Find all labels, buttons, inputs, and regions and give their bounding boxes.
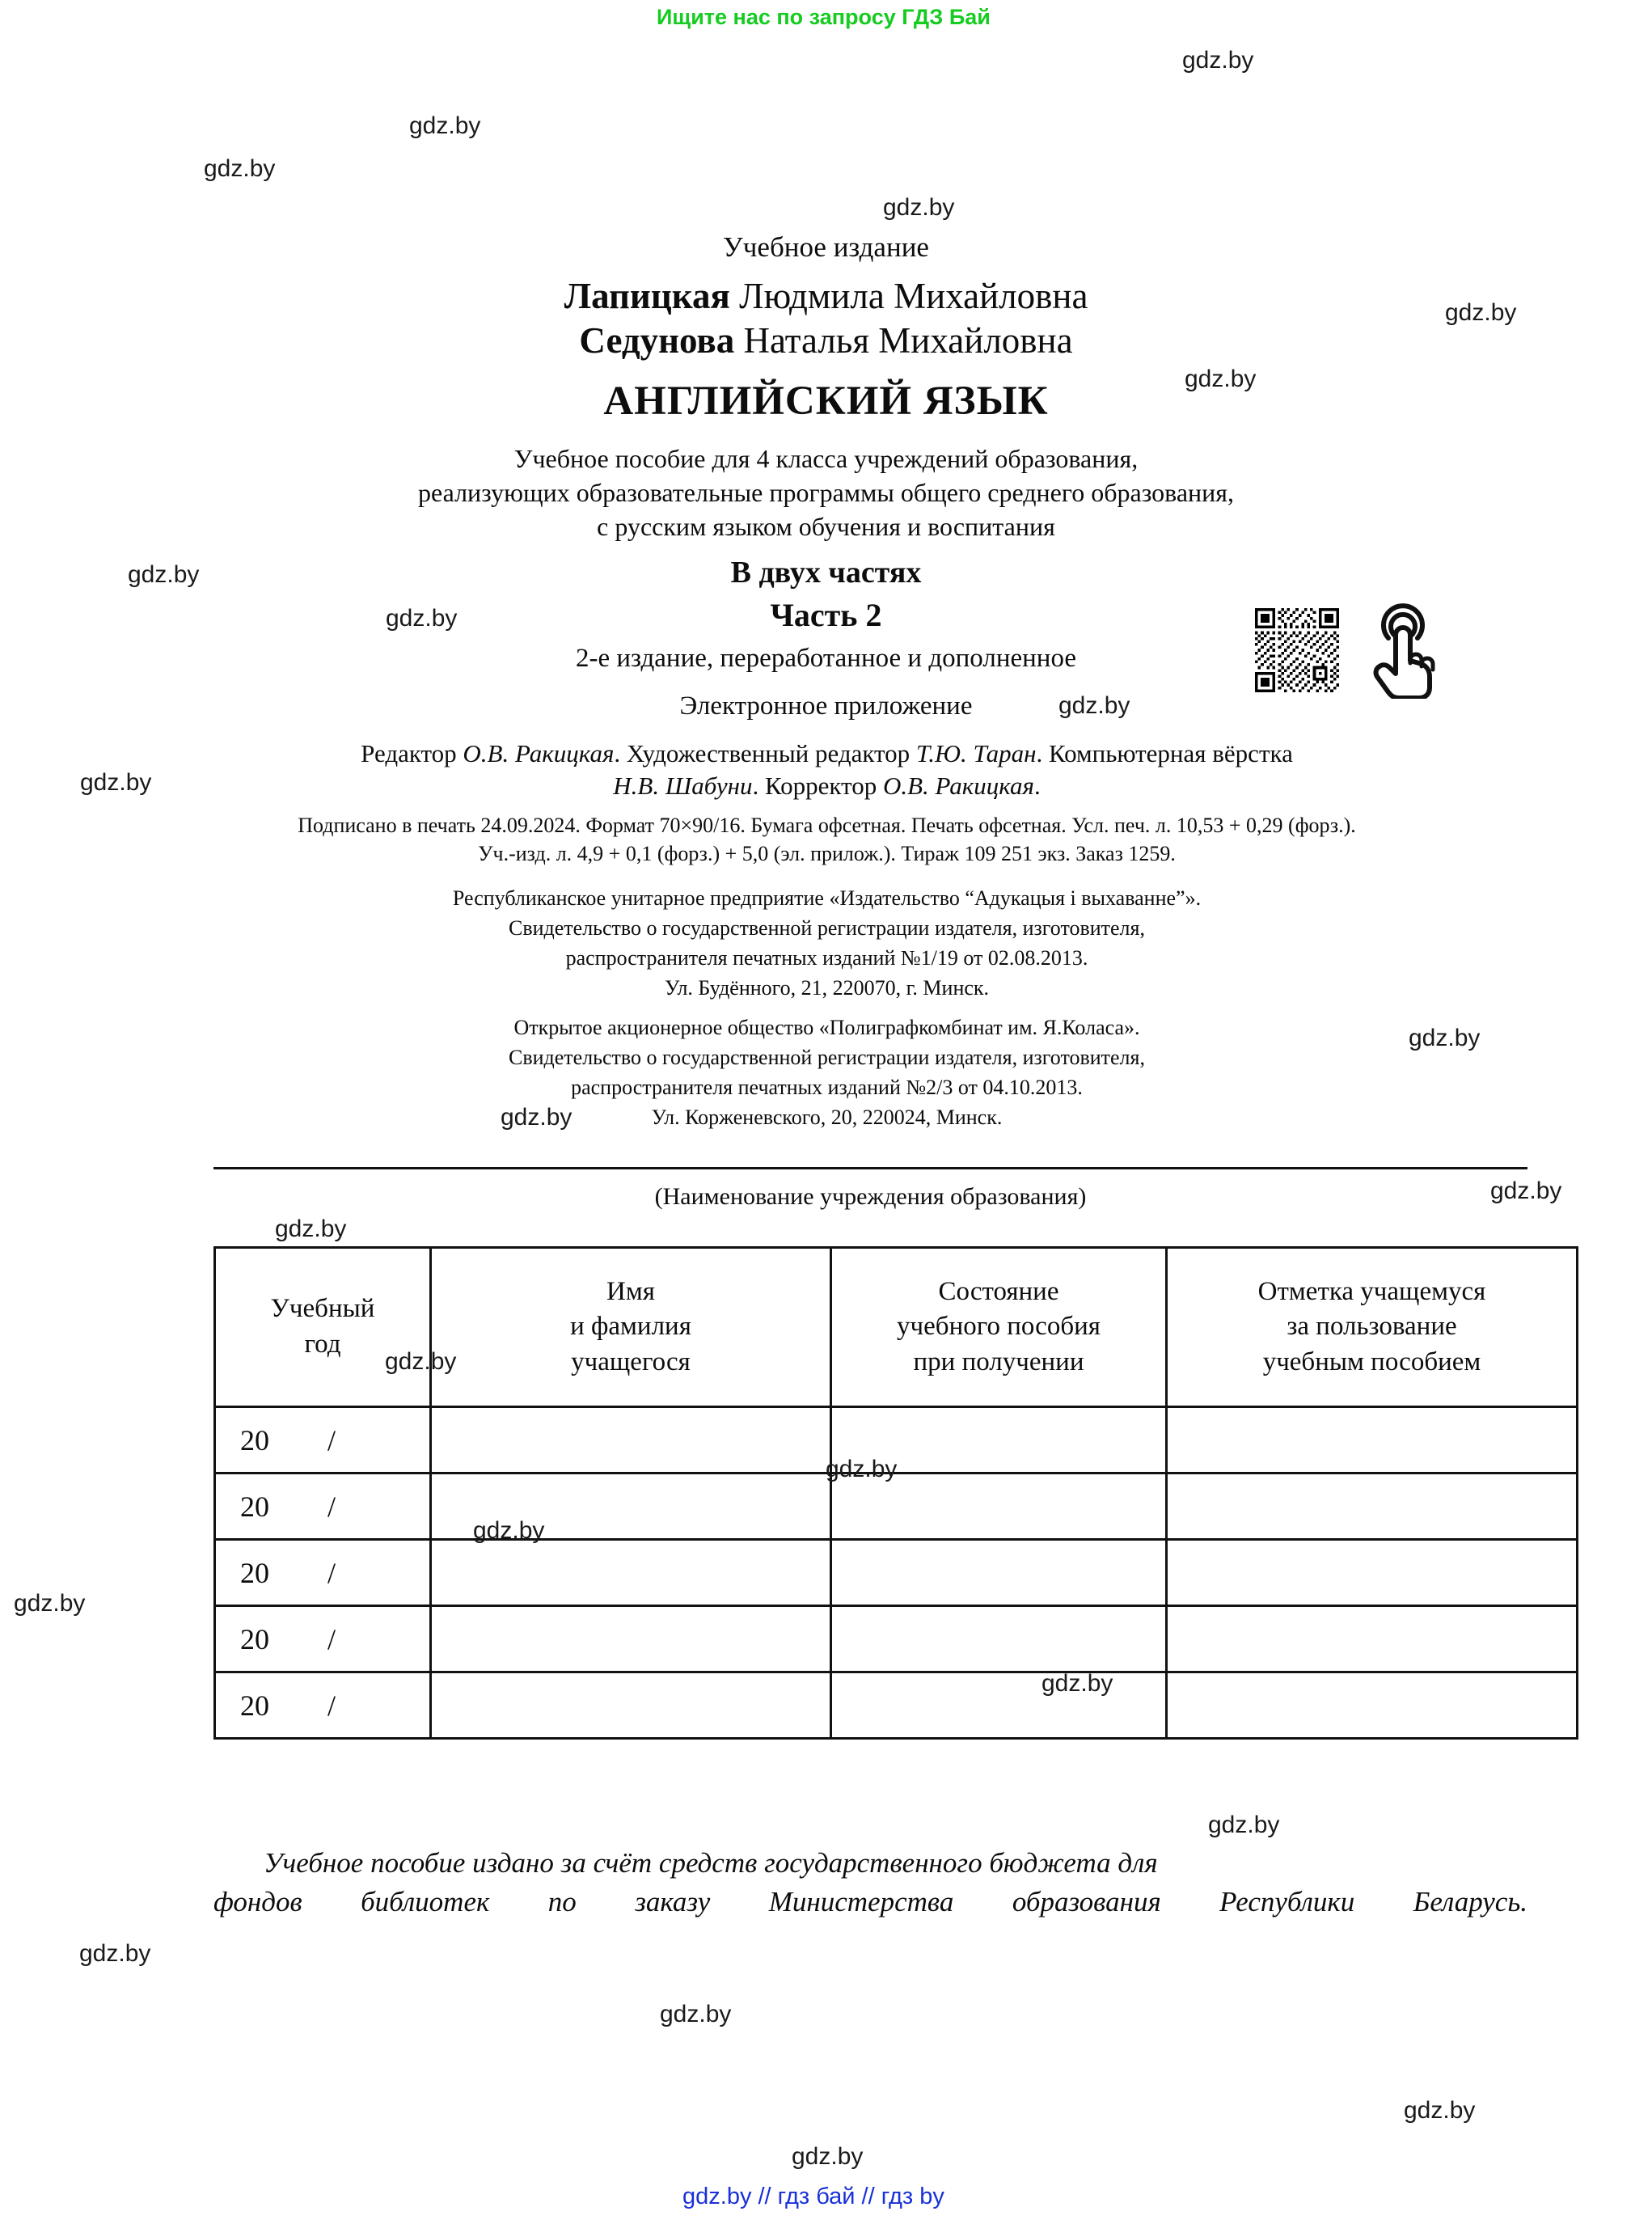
cell-state[interactable] bbox=[831, 1672, 1167, 1739]
watermark-gdz: gdz.by bbox=[1182, 47, 1254, 74]
watermark-gdz: gdz.by bbox=[386, 605, 458, 632]
printer-address: Ул. Корженевского, 20, 220024, Минск. bbox=[651, 1105, 1003, 1129]
electronic-app-icons bbox=[1255, 608, 1441, 697]
credits-layout-label: . Компьютерная вёрстка bbox=[1036, 739, 1293, 767]
qr-code-icon[interactable] bbox=[1255, 608, 1339, 692]
watermark-gdz: gdz.by bbox=[473, 1517, 545, 1544]
credits-line-1 bbox=[206, 738, 1447, 770]
author-one-given: Людмила Михайловна bbox=[739, 276, 1088, 316]
cell-state[interactable] bbox=[831, 1407, 1167, 1474]
author-two-space bbox=[734, 320, 743, 361]
table-body bbox=[215, 1407, 1578, 1739]
printer-block bbox=[206, 1013, 1447, 1133]
column-header-mark: Отметка учащемуся за пользование учебным пособием bbox=[1167, 1248, 1578, 1407]
electronic-app-label: Электронное приложение bbox=[679, 691, 973, 721]
publisher-cert-line-1: Свидетельство о государственной регистрации издателя, изготовителя, bbox=[508, 915, 1145, 940]
budget-footnote bbox=[213, 1844, 1527, 1960]
watermark-gdz: gdz.by bbox=[883, 194, 955, 221]
credits-layout-name: Н.В. Шабуни bbox=[613, 771, 753, 800]
cell-year[interactable]: 20 / bbox=[215, 1672, 431, 1739]
author-one-surname: Лапицкая bbox=[564, 276, 730, 316]
cell-name[interactable] bbox=[431, 1540, 831, 1606]
credits-editor-name: О.В. Ракицкая bbox=[463, 739, 615, 767]
author-one-rest bbox=[730, 276, 739, 316]
cell-mark[interactable] bbox=[1167, 1606, 1578, 1672]
watermark-gdz: gdz.by bbox=[826, 1456, 898, 1482]
publisher-name: Республиканское унитарное предприятие «Издательство “Адукацыя і выхаванне”». bbox=[452, 886, 1202, 910]
cell-state[interactable] bbox=[831, 1540, 1167, 1606]
printer-cert-line-1: Свидетельство о государственной регистрации издателя, изготовителя, bbox=[508, 1045, 1145, 1069]
credits-proofreader-label: . Корректор bbox=[752, 771, 883, 800]
watermark-gdz: gdz.by bbox=[501, 1104, 572, 1131]
promo-banner-text: Ищите нас по запросу ГДЗ Бай bbox=[657, 5, 991, 29]
table-header bbox=[215, 1248, 1578, 1407]
cell-mark[interactable] bbox=[1167, 1672, 1578, 1739]
watermark-gdz: gdz.by bbox=[792, 2143, 864, 2170]
watermark-gdz: gdz.by bbox=[1208, 1812, 1280, 1838]
cell-year[interactable]: 20 / bbox=[215, 1407, 431, 1474]
table-header-row bbox=[215, 1248, 1578, 1407]
watermark-gdz: gdz.by bbox=[1185, 366, 1257, 392]
watermark-gdz: gdz.by bbox=[204, 155, 276, 182]
column-header-year: Учебный год bbox=[215, 1248, 431, 1407]
edition-note: 2-е издание, переработанное и дополненное bbox=[575, 644, 1076, 673]
watermark-gdz: gdz.by bbox=[1041, 1670, 1113, 1697]
credits-line-2 bbox=[206, 770, 1447, 802]
subtitle-line-3: с русским языком обучения и воспитания bbox=[597, 512, 1055, 542]
table-row bbox=[215, 1474, 1578, 1540]
credits-art-editor-name: Т.Ю. Таран bbox=[915, 739, 1037, 767]
watermark-gdz: gdz.by bbox=[128, 561, 200, 588]
watermark-gdz: gdz.by bbox=[1490, 1178, 1562, 1204]
watermark-gdz: gdz.by bbox=[79, 1940, 151, 1967]
publisher-block bbox=[206, 884, 1447, 1004]
watermark-gdz: gdz.by bbox=[409, 112, 481, 139]
footer-site-links[interactable]: gdz.by // гдз бай // гдз by bbox=[682, 2184, 944, 2209]
watermark-gdz: gdz.by bbox=[1058, 692, 1130, 719]
print-info-block bbox=[162, 811, 1492, 868]
institution-caption: (Наименование учреждения образования) bbox=[654, 1183, 1087, 1210]
tap-hand-icon[interactable] bbox=[1368, 603, 1443, 699]
book-subtitle bbox=[0, 442, 1652, 544]
credits-editor-label: Редактор bbox=[361, 739, 463, 767]
subtitle-line-1: Учебное пособие для 4 класса учреждений образования, bbox=[513, 444, 1139, 473]
cell-name[interactable] bbox=[431, 1407, 831, 1474]
budget-footnote-line-1: Учебное пособие издано за счёт средств государственного бюджета для bbox=[264, 1847, 1158, 1879]
watermark-gdz: gdz.by bbox=[385, 1348, 457, 1375]
table-row bbox=[215, 1606, 1578, 1672]
credits-block bbox=[206, 738, 1447, 801]
textbook-usage-table bbox=[213, 1246, 1578, 1740]
print-info-line-2: Уч.-изд. л. 4,9 + 0,1 (форз.) + 5,0 (эл. прилож.). Тираж 109 251 экз. Заказ 1259. bbox=[478, 842, 1176, 866]
publisher-cert-line-2: распространителя печатных изданий №1/19 от 02.08.2013. bbox=[565, 945, 1088, 970]
watermark-gdz: gdz.by bbox=[1445, 299, 1517, 326]
credits-proofreader-name: О.В. Ракицкая bbox=[882, 771, 1034, 800]
cell-name[interactable] bbox=[431, 1672, 831, 1739]
table-row bbox=[215, 1407, 1578, 1474]
parts-label: В двух частях bbox=[730, 556, 922, 590]
cell-state[interactable] bbox=[831, 1474, 1167, 1540]
cell-mark[interactable] bbox=[1167, 1474, 1578, 1540]
author-two-line bbox=[0, 319, 1652, 362]
cell-year[interactable]: 20 / bbox=[215, 1606, 431, 1672]
author-two-given: Наталья Михайловна bbox=[743, 320, 1073, 361]
column-header-name: Имя и фамилия учащегося bbox=[431, 1248, 831, 1407]
institution-signature-line bbox=[213, 1167, 1527, 1169]
watermark-gdz: gdz.by bbox=[14, 1590, 86, 1617]
cell-year[interactable]: 20 / bbox=[215, 1540, 431, 1606]
cell-name[interactable] bbox=[431, 1474, 831, 1540]
watermark-gdz: gdz.by bbox=[1409, 1025, 1481, 1051]
part-number-label: Часть 2 bbox=[770, 597, 882, 633]
credits-art-editor-label: . Художественный редактор bbox=[614, 739, 916, 767]
book-title: АНГЛИЙСКИЙ ЯЗЫК bbox=[603, 378, 1049, 424]
cell-mark[interactable] bbox=[1167, 1540, 1578, 1606]
watermark-gdz: gdz.by bbox=[275, 1216, 347, 1242]
credits-period: . bbox=[1033, 771, 1041, 800]
publisher-address: Ул. Будённого, 21, 220070, г. Минск. bbox=[664, 975, 990, 1000]
table-row bbox=[215, 1540, 1578, 1606]
watermark-gdz: gdz.by bbox=[1404, 2097, 1476, 2124]
print-info-line-1: Подписано в печать 24.09.2024. Формат 70×90/16. Бумага офсетная. Печать офсетная. Усл. печ. л. 10,53 + 0,29 (форз.). bbox=[298, 814, 1356, 837]
watermark-gdz: gdz.by bbox=[80, 769, 152, 796]
budget-footnote-line-2: фондов библиотек по заказу Министерства образования Республики Беларусь. bbox=[213, 1885, 1527, 1917]
printer-cert-line-2: распространителя печатных изданий №2/3 от 04.10.2013. bbox=[571, 1075, 1083, 1099]
author-two-surname: Седунова bbox=[579, 320, 735, 361]
subtitle-line-2: реализующих образовательные программы общего среднего образования, bbox=[417, 478, 1234, 508]
edition-kind-label: Учебное издание bbox=[723, 231, 929, 263]
table-row bbox=[215, 1672, 1578, 1739]
cell-state[interactable] bbox=[831, 1606, 1167, 1672]
cell-mark[interactable] bbox=[1167, 1407, 1578, 1474]
cell-year[interactable]: 20 / bbox=[215, 1474, 431, 1540]
column-header-state: Состояние учебного пособия при получении bbox=[831, 1248, 1167, 1407]
author-one-line bbox=[0, 275, 1652, 317]
cell-name[interactable] bbox=[431, 1606, 831, 1672]
watermark-gdz: gdz.by bbox=[660, 2001, 732, 2027]
printer-name: Открытое акционерное общество «Полиграфкомбинат им. Я.Коласа». bbox=[513, 1016, 1140, 1039]
